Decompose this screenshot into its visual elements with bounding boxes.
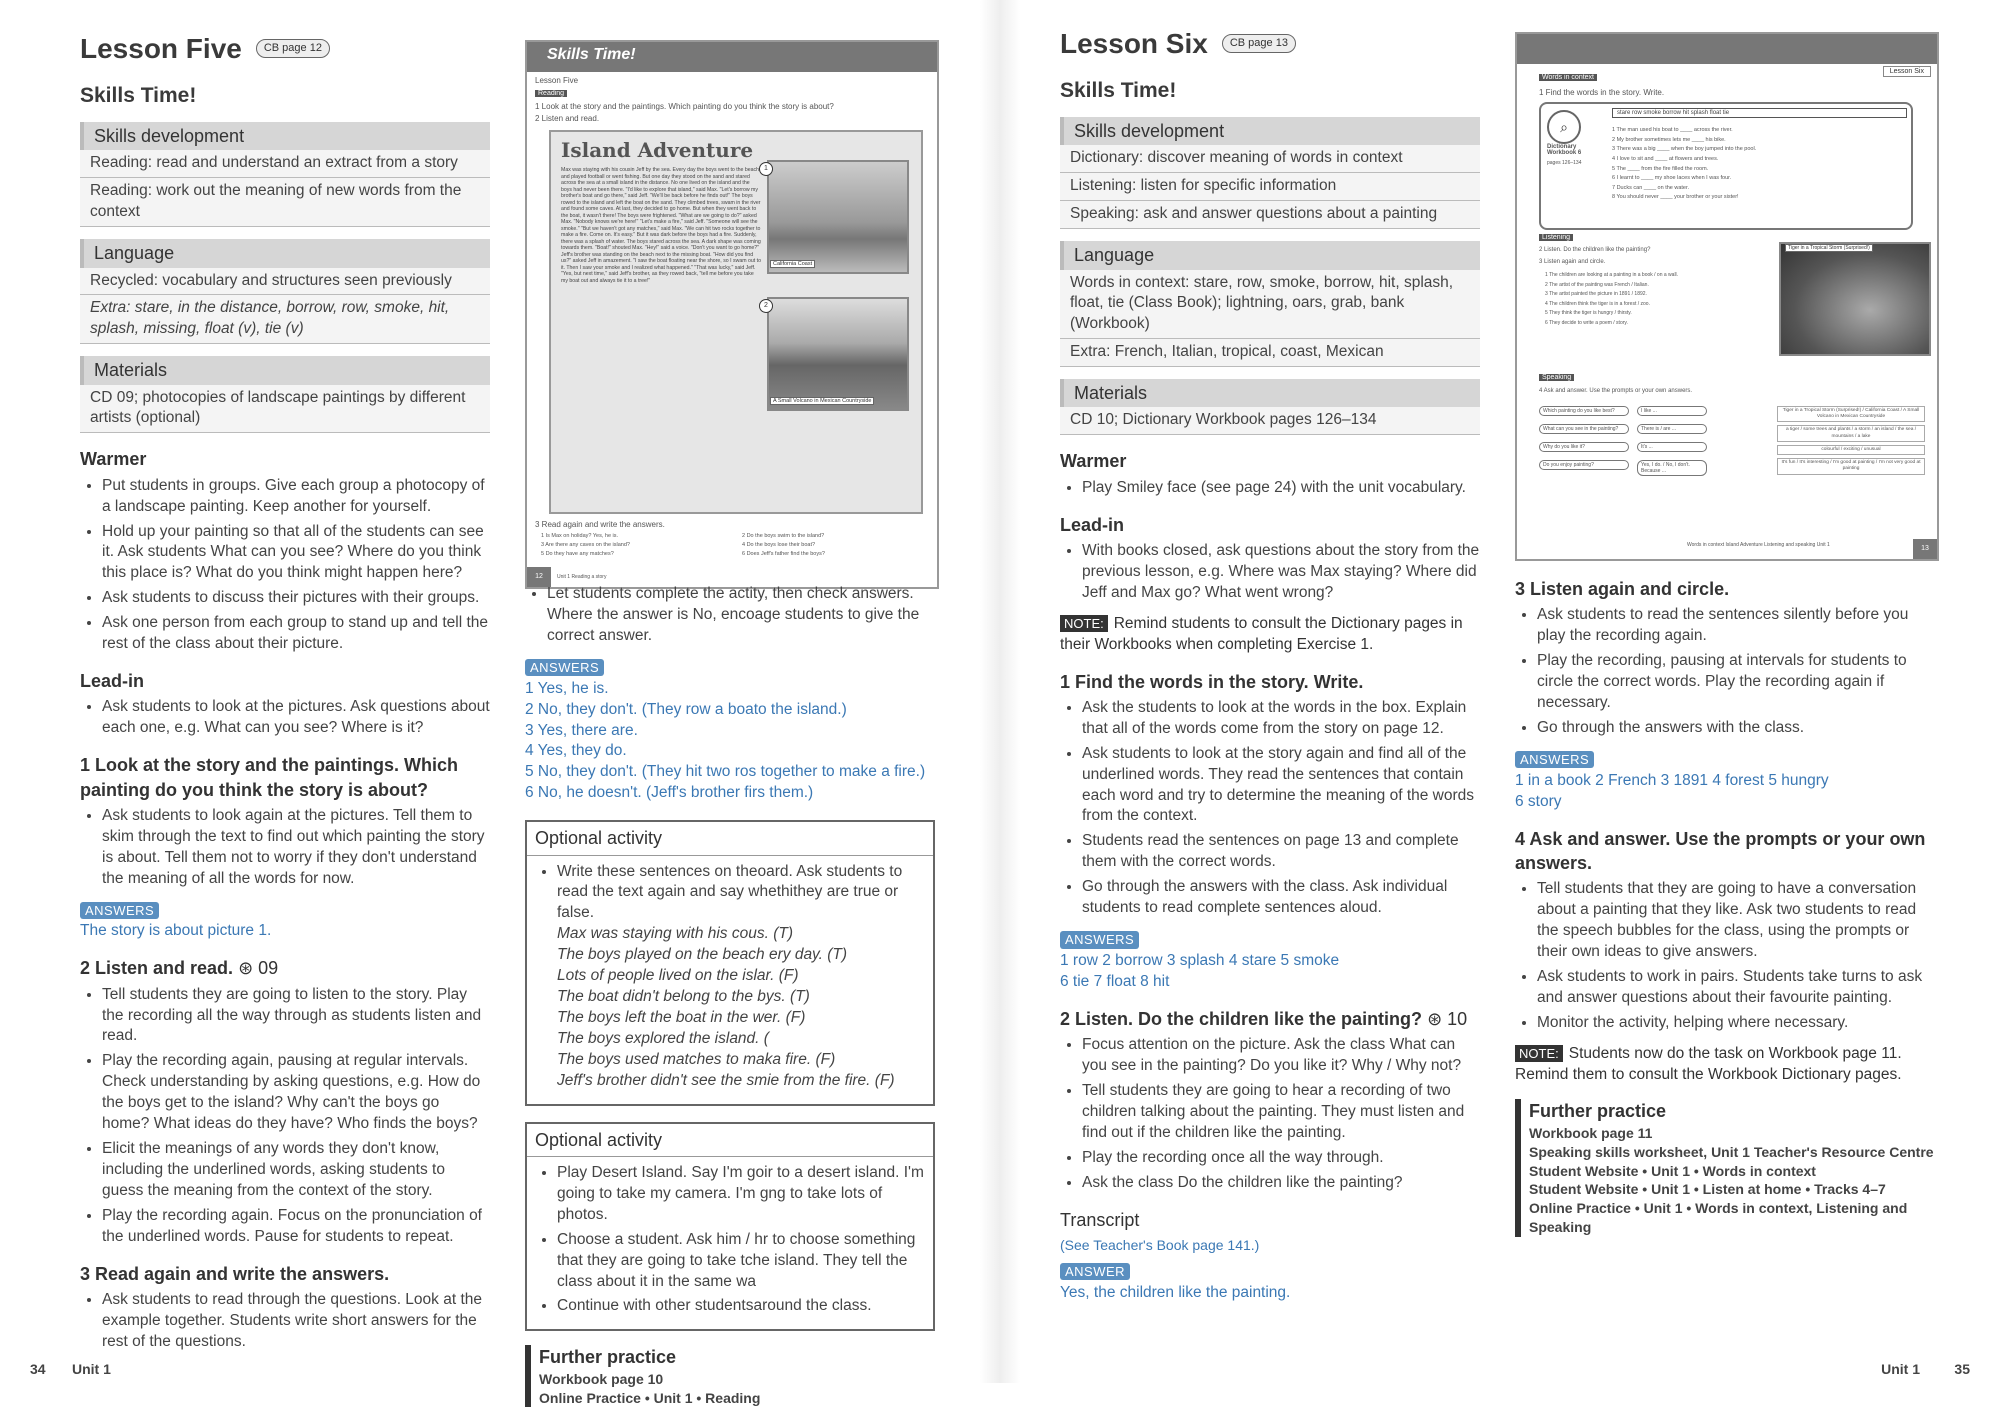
list-item: • Ask students to work in pairs. Students take turns to ask and answer questions about their favourite painting. bbox=[1537, 967, 1935, 1009]
sb-q3-line: 3 Are there any caves on the island? bbox=[541, 541, 630, 548]
student-book-page-13 bbox=[1515, 32, 1939, 561]
note-text: Remind students to consult the Dictionary pages in their Workbooks when completing Exercise 1. bbox=[1060, 614, 1463, 653]
speech-bubbles-questions bbox=[1539, 406, 1629, 478]
optional-activity-box-2 bbox=[525, 1122, 935, 1332]
sb-question-2: 2 Listen. Do the children like the painting? bbox=[1539, 247, 1651, 253]
exercise-3-list bbox=[1515, 605, 1935, 739]
list-item: • Go through the answers with the class. Ask individual students to read complete sentences aloud. bbox=[1082, 877, 1480, 919]
list-item: • Tell students that they are going to have a conversation about a painting that they like. Ask two students to read the speech bubbles for the class, using the prompts or their own ideas to give answers. bbox=[1537, 879, 1935, 963]
student-book-page-12 bbox=[525, 40, 939, 589]
answer-line: 1 Yes, he is. bbox=[525, 679, 609, 697]
list-item: • Focus attention on the picture. Ask the class What can you see in the painting? Do you like it? Why / Why not? bbox=[1082, 1035, 1480, 1077]
tf-sentence: The boys played on the beach ery day. (T) bbox=[557, 946, 848, 964]
list-item: • Play the recording again. Focus on the pronunciation of the underlined words. Pause for students to repeat. bbox=[102, 1206, 490, 1248]
dict-label: Dictionary Workbook 6 bbox=[1547, 144, 1582, 156]
list-item: • Play the recording again, pausing at regular intervals. Check understanding by asking questions, e.g. How do the boys get to the island? Why can't the boys go home? What ideas do they have? Who finds the boys? bbox=[102, 1051, 490, 1135]
warmer-list bbox=[80, 476, 490, 655]
optional-intro: Write these sentences on theoard. Ask students to read the text again and say whethithey are true or false. bbox=[557, 862, 903, 922]
materials-box bbox=[1060, 379, 1480, 435]
sb-sentence: 6 I learnt to ____ my shoe laces when I was four. bbox=[1612, 175, 1732, 182]
language-box bbox=[80, 239, 490, 344]
materials-box bbox=[80, 356, 490, 433]
header-bar bbox=[1517, 34, 1937, 64]
materials-line: CD 10; Dictionary Workbook pages 126–134 bbox=[1060, 407, 1480, 435]
leadin-list bbox=[80, 697, 490, 739]
skills-development-box bbox=[80, 122, 490, 227]
dictionary-icon: ⌕ bbox=[1547, 110, 1581, 144]
prompt-boxes bbox=[1777, 406, 1925, 478]
list-item: • Hold up your painting so that all of the students can see it. Ask students What can you see? Where do you think this place is? What do you think might happen here? bbox=[102, 522, 490, 585]
language-box bbox=[1060, 241, 1480, 367]
right-column-2 bbox=[1515, 577, 1935, 1237]
materials-line: CD 09; photocopies of landscape paintings by different artists (optional) bbox=[80, 385, 490, 434]
sb-page-number: 12 bbox=[527, 567, 551, 587]
painting-caption: Tiger in a Tropical Storm (Surprised!) bbox=[1785, 244, 1873, 252]
page-gutter bbox=[980, 0, 1020, 1383]
language-line: Extra: French, Italian, tropical, coast, Mexican bbox=[1060, 339, 1480, 367]
sb-sentences bbox=[1612, 126, 1897, 203]
lesson-title: Lesson Six bbox=[1060, 28, 1208, 59]
further-practice-line: Student Website • Unit 1 • Listen at home • Tracks 4–7 bbox=[1529, 1181, 1886, 1198]
lesson-header bbox=[1060, 25, 1480, 63]
sb-q3-line: 2 Do the boys swim to the island? bbox=[742, 533, 825, 539]
sb-sentence: 4 I love to sit and ____ at flowers and trees. bbox=[1612, 155, 1719, 162]
sb-q3-line: 2 The artist of the painting was French / Italian. bbox=[1545, 281, 1649, 288]
leadin-heading: Lead-in bbox=[1060, 514, 1125, 535]
sb-q3-line: 4 Do the boys lose their boat? bbox=[742, 541, 816, 548]
sb-q3-line: 1 The children are looking at a painting in a book / on a wall. bbox=[1545, 272, 1679, 278]
speech-bubbles-answers bbox=[1637, 406, 1707, 484]
sb-q3-line: 6 Does Jeff's father find the boys? bbox=[742, 550, 825, 557]
transcript-ref: (See Teacher's Book page 141.) bbox=[1060, 1236, 1260, 1253]
further-practice-line: Student Website • Unit 1 • Words in context bbox=[1529, 1162, 1816, 1179]
exercise-1-heading: 1 Look at the story and the paintings. Which painting do you think the story is about? bbox=[80, 755, 459, 800]
picture-number-2: 2 bbox=[759, 299, 773, 313]
cb-page-badge: CB page 12 bbox=[256, 39, 330, 58]
answers-badge: ANSWERS bbox=[80, 902, 159, 920]
optional-activity-heading: Optional activity bbox=[527, 1124, 933, 1157]
skills-dev-line: Reading: work out the meaning of new words from the context bbox=[80, 178, 490, 227]
sb-q3-line: 4 The children think the tiger is in a forest / zoo. bbox=[1545, 300, 1650, 307]
sb-question-3: 3 Read again and write the answers. bbox=[535, 520, 665, 529]
speech-bubble: Why do you like it? bbox=[1539, 442, 1629, 452]
further-practice-line: Online Practice • Unit 1 • Words in context, Listening and Speaking bbox=[1529, 1200, 1908, 1236]
exercise-2-list bbox=[80, 985, 490, 1248]
track-number: 09 bbox=[258, 958, 279, 979]
answer-line: 6 story bbox=[1515, 792, 1562, 810]
sb-q3-line: 6 They decide to write a poem / story. bbox=[1545, 319, 1628, 326]
exercise-2-list bbox=[1060, 1035, 1480, 1193]
exercise-1-list bbox=[1060, 698, 1480, 919]
left-page bbox=[0, 0, 980, 1406]
list-item: • Play the recording, pausing at intervals for students to circle the correct words. Play the recording again if necessary. bbox=[1537, 651, 1935, 714]
answer-line: 2 No, they don't. (They row a boato the island.) bbox=[525, 700, 847, 718]
speech-bubble: There is / are ... bbox=[1637, 424, 1707, 434]
tf-sentence: Jeff's brother didn't see the smie from the fire. (F) bbox=[557, 1071, 895, 1089]
warmer-heading: Warmer bbox=[1060, 451, 1127, 472]
skills-dev-line: Dictionary: discover meaning of words in context bbox=[1060, 145, 1480, 173]
list-item: • Choose a student. Ask him / hr to choose something that they are going to take tche island. They tell the class about it in the same wa bbox=[557, 1230, 925, 1293]
prompt-box: colourful / exciting / unusual bbox=[1777, 445, 1925, 455]
tf-sentence: Lots of people lived on the islar. (F) bbox=[557, 967, 799, 985]
dict-pages: pages 126–134 bbox=[1547, 160, 1582, 166]
tf-sentence: The boys explored the island. ( bbox=[557, 1029, 769, 1047]
further-practice-line: Workbook page 11 bbox=[1529, 1124, 1653, 1141]
speech-bubble: I like ... bbox=[1637, 406, 1707, 416]
transcript-heading: Transcript bbox=[1060, 1209, 1140, 1230]
answer-badge: ANSWER bbox=[1060, 1263, 1130, 1281]
language-heading: Language bbox=[80, 239, 490, 267]
cd-icon: ⊛ bbox=[238, 958, 259, 979]
answers-badge: ANSWERS bbox=[525, 659, 604, 677]
sb-sentence: 8 You should never ____ your brother or your sister! bbox=[1612, 194, 1739, 201]
skills-dev-line: Reading: read and understand an extract from a story bbox=[80, 150, 490, 178]
sb-q3-lines bbox=[1545, 271, 1765, 328]
answer-line: 1 in a book 2 French 3 1891 4 forest 5 hungry bbox=[1515, 771, 1829, 789]
picture-number-1: 1 bbox=[759, 162, 773, 176]
skills-title: Skills Time! bbox=[1060, 78, 1177, 102]
language-line: Words in context: stare, row, smoke, borrow, hit, splash, float, tie (Class Book); lightning, oars, grab, bank (Workbook) bbox=[1060, 270, 1480, 340]
prompt-box: It's fun / It's interesting / I'm good at painting / I'm not very good at painting bbox=[1777, 458, 1925, 474]
list-item: • Ask one person from each group to stand up and tell the rest of the class about their picture. bbox=[102, 613, 490, 655]
list-item: • With books closed, ask questions about the story from the previous lesson, e.g. Where was Max staying? Where did Jeff and Max go? What went wrong? bbox=[1082, 541, 1480, 604]
list-item: • Ask the students to look at the words in the box. Explain that all of the words come from the story on page 12. bbox=[1082, 698, 1480, 740]
further-practice-heading: Further practice bbox=[1529, 1101, 1667, 1122]
exercise-1-heading: 1 Find the words in the story. Write. bbox=[1060, 671, 1364, 692]
sb-lesson-label: Lesson Five bbox=[535, 76, 579, 85]
further-practice-heading: Further practice bbox=[539, 1347, 677, 1368]
skills-title: Skills Time! bbox=[80, 83, 197, 107]
list-item: • Play the recording once all the way through. bbox=[1082, 1148, 1480, 1169]
sb-question-4: 4 Ask and answer. Use the prompts or your own answers. bbox=[1539, 388, 1693, 394]
answer-line: 4 Yes, they do. bbox=[525, 742, 627, 760]
list-item: • Let students complete the actity, then check answers. Where the answer is No, encoage students to give the correct answer. bbox=[547, 584, 935, 647]
answer-line: 5 No, they don't. (They hit two ros together to make a fire.) bbox=[525, 763, 926, 781]
lesson-title: Lesson Five bbox=[80, 33, 242, 64]
california-coast-painting bbox=[767, 160, 909, 274]
optional-activity-box-1 bbox=[525, 820, 935, 1105]
tf-sentence: Max was staying with his cous. (T) bbox=[557, 925, 794, 943]
exercise-1-list bbox=[80, 806, 490, 890]
list-item: • Put students in groups. Give each group a photocopy of a landscape painting. Keep another for yourself. bbox=[102, 476, 490, 518]
list-item bbox=[557, 862, 925, 1092]
list-item: • Tell students they are going to hear a recording of two children talking about the painting. They must listen and find out if the children like the painting. bbox=[1082, 1081, 1480, 1144]
answers-badge: ANSWERS bbox=[1060, 931, 1139, 949]
list-item: • Ask students to look again at the pictures. Tell them to skim through the text to find out which painting the story is about. Tell them not to worry if they don't understand the meaning of all the words for now. bbox=[102, 806, 490, 890]
unit-label-right: Unit 1 bbox=[1881, 1361, 1920, 1377]
sb-sentence: 1 The man used his boat to ____ across the river. bbox=[1612, 127, 1733, 133]
prompt-box: Tiger in a Tropical Storm (Surprised!) / California Coast / A Small Volcano in Mexican Countryside bbox=[1777, 406, 1925, 422]
exercise-3-list bbox=[80, 1290, 490, 1353]
sb-lesson-label: Lesson Six bbox=[1883, 66, 1931, 77]
further-practice bbox=[525, 1345, 935, 1407]
further-practice bbox=[1515, 1099, 1935, 1237]
list-item: • Monitor the activity, helping where necessary. bbox=[1537, 1013, 1935, 1034]
language-line: Extra: stare, in the distance, borrow, row, smoke, hit, splash, missing, float (v), tie (v) bbox=[80, 295, 490, 344]
sb-q3-lines-left bbox=[541, 532, 721, 558]
list-item: • Continue with other studentsaround the class. bbox=[557, 1296, 925, 1317]
prompt-box: a tiger / some trees and plants / a storm / an island / the sea / mountains / a lake bbox=[1777, 425, 1925, 441]
list-item: • Play Smiley face (see page 24) with the unit vocabulary. bbox=[1082, 478, 1480, 499]
sb-sentence: 2 My brother sometimes lets me ____ his bike. bbox=[1612, 136, 1726, 143]
answer-line: 6 tie 7 float 8 hit bbox=[1060, 972, 1170, 990]
sb-q3-line: 3 The artist painted the picture in 1891 / 1892. bbox=[1545, 291, 1647, 297]
further-practice-line: Speaking skills worksheet, Unit 1 Teacher's Resource Centre bbox=[1529, 1143, 1934, 1160]
sb-q3-lines-right bbox=[742, 532, 922, 558]
tf-sentence: The boat didn't belong to the bys. (T) bbox=[557, 988, 810, 1006]
col2-list bbox=[525, 584, 935, 647]
speech-bubble: Yes, I do. / No, I don't. Because ... bbox=[1637, 460, 1707, 476]
speaking-tag: Speaking bbox=[1539, 374, 1574, 381]
language-heading: Language bbox=[1060, 241, 1480, 269]
track-number: 10 bbox=[1447, 1008, 1468, 1029]
exercise-4-heading: 4 Ask and answer. Use the prompts or your own answers. bbox=[1515, 828, 1926, 873]
lesson-header bbox=[80, 30, 490, 68]
sb-question-3: 3 Listen again and circle. bbox=[1539, 259, 1606, 265]
answer-line: 1 row 2 borrow 3 splash 4 stare 5 smoke bbox=[1060, 951, 1340, 969]
pic1-caption: California Coast bbox=[770, 260, 815, 268]
materials-heading: Materials bbox=[1060, 379, 1480, 407]
optional-activity-heading: Optional activity bbox=[527, 822, 933, 855]
leadin-list bbox=[1060, 541, 1480, 604]
skills-development-box bbox=[1060, 117, 1480, 229]
exercise-2-title: 2 Listen and read. bbox=[80, 958, 234, 979]
list-item: • Ask students to read through the questions. Look at the example together. Students write short answers for the rest of the questions. bbox=[102, 1290, 490, 1353]
reading-tag: Reading bbox=[535, 90, 567, 97]
speech-bubble: What can you see in the painting? bbox=[1539, 424, 1629, 434]
left-column-1 bbox=[80, 30, 490, 1357]
optional-activity-list bbox=[527, 856, 933, 1104]
sb-sentence: 3 There was a big ____ when the boy jumped into the pool. bbox=[1612, 146, 1757, 153]
leadin-heading: Lead-in bbox=[80, 671, 145, 692]
warmer-list bbox=[1060, 478, 1480, 499]
note-1 bbox=[1060, 614, 1480, 656]
note-label: NOTE: bbox=[1515, 1045, 1563, 1063]
exercise-2-heading bbox=[80, 956, 490, 980]
story-title: Island Adventure bbox=[561, 138, 754, 162]
note-text: Students now do the task on Workbook page 11. Remind them to consult the Workbook Dictionary pages. bbox=[1515, 1044, 1902, 1083]
list-item: • Ask students to look at the pictures. Ask questions about each one, e.g. What can you see? Where is it? bbox=[102, 697, 490, 739]
list-item: • Ask students to discuss their pictures with their groups. bbox=[102, 588, 490, 609]
sb-sentence: 7 Ducks can ____ on the water. bbox=[1612, 184, 1690, 191]
language-line: Recycled: vocabulary and structures seen previously bbox=[80, 268, 490, 296]
list-item: • Tell students they are going to listen to the story. Play the recording all the way through as students listen and read. bbox=[102, 985, 490, 1048]
sb-q3-line: 5 Do they have any matches? bbox=[541, 550, 614, 557]
right-page bbox=[1020, 0, 2000, 1383]
list-item: • Students read the sentences on page 13 and complete them with the correct words. bbox=[1082, 831, 1480, 873]
sb-q3-line: 5 They think the tiger is hungry / thirsty. bbox=[1545, 310, 1632, 316]
word-box: stare row smoke borrow hit splash float tie bbox=[1612, 108, 1907, 118]
sb-page-footer: Words in context Island Adventure Listening and speaking Unit 1 bbox=[1687, 542, 1830, 548]
skills-dev-line: Listening: listen for specific information bbox=[1060, 173, 1480, 201]
note-label: NOTE: bbox=[1060, 615, 1108, 633]
page-number-left: 34 bbox=[30, 1361, 46, 1377]
speech-bubble: It's ... bbox=[1637, 442, 1707, 452]
exercise-2-heading bbox=[1060, 1007, 1480, 1031]
sb-page-footer: Unit 1 Reading a story bbox=[557, 574, 607, 580]
unit-label-left: Unit 1 bbox=[72, 1361, 111, 1377]
list-item: • Ask students to look at the story again and find all of the underlined words. They read the sentences that contain each word and try to determine the meaning of the words from the context. bbox=[1082, 744, 1480, 828]
pic2-caption: A Small Volcano in Mexican Countryside bbox=[770, 397, 874, 405]
skills-development-heading: Skills development bbox=[80, 122, 490, 150]
exercise-2-title: 2 Listen. Do the children like the painting? bbox=[1060, 1008, 1423, 1029]
answer-line: 6 No, he doesn't. (Jeff's brother firs them.) bbox=[525, 784, 814, 802]
materials-heading: Materials bbox=[80, 356, 490, 384]
exercise-4-list bbox=[1515, 879, 1935, 1033]
story-text: Max was staying with his cousin Jeff by the sea. Every day the boys went to the beach and played football or went fishing. But one day they stood on the sand and stared across the sea at a small island in the distance. No one lived on the island and the boys had never been there. "I'd like to explore that island," said Max. "Let's borrow my brother's boat and go there," said Jeff. "We'll be back before he finds out!" The boys rowed to the island and left the boat on the sand. They climbed trees, swam in the river and found some caves. At last, they decided to go home. But when they went back to the boat, it wasn't there! The boys were frightened. "What are we going to do?" asked Max. "Nobody knows we're here!" "Let's make a fire," said Jeff. "Someone will see the smoke." "But we haven't got any matches," said Max. "We can hit two rocks together to make a fire. Come on. It's easy." But it was dark before the boys had a fire. Suddenly, there was a splash of water. The boys stared across the sea. A dark shape was coming towards them. "Boat!" shouted Max. "Hey!" said a voice. "Don't you want to go home?" Jeff's brother was standing on the beach next to the missing boat. "How did you find us?" asked Jeff in amazement. "I saw the boat floating near the shore, so I swam out to it. Then I saw your smoke and I realized what happened." "That was lucky," said Jeff. "Yes, but next time," said Jeff's brother, as they rowed back, "tell me before you take my boat out and always tie it to a tree!" bbox=[561, 167, 761, 284]
further-practice-line: Workbook page 10 bbox=[539, 1370, 664, 1387]
list-item: • Ask the class Do the children like the painting? bbox=[1082, 1173, 1480, 1194]
tf-sentence: The boys used matches to maka fire. (F) bbox=[557, 1050, 836, 1068]
answer-text: Yes, the children like the painting. bbox=[1060, 1283, 1291, 1301]
sb-sentence: 5 The ____ from the fire filled the room. bbox=[1612, 165, 1709, 172]
left-column-2 bbox=[525, 582, 935, 1407]
list-item: • Play Desert Island. Say I'm goir to a desert island. I'm going to take my camera. I'm gng to take lots of photos. bbox=[557, 1163, 925, 1226]
skills-dev-line: Speaking: ask and answer questions about a painting bbox=[1060, 201, 1480, 229]
answer-text: The story is about picture 1. bbox=[80, 922, 272, 940]
volcano-painting bbox=[767, 297, 909, 411]
sb-question-1: 1 Look at the story and the paintings. Which painting do you think the story is about? bbox=[535, 102, 834, 111]
optional-activity-list bbox=[527, 1157, 933, 1329]
cb-page-badge: CB page 13 bbox=[1222, 34, 1296, 53]
exercise-3-heading: 3 Listen again and circle. bbox=[1515, 579, 1730, 599]
skills-development-heading: Skills development bbox=[1060, 117, 1480, 145]
speech-bubble: Which painting do you like best? bbox=[1539, 406, 1629, 416]
listening-tag: Listening bbox=[1539, 234, 1573, 241]
sb-question-2: 2 Listen and read. bbox=[535, 114, 600, 123]
right-column-1 bbox=[1060, 25, 1480, 1304]
list-item: • Ask students to read the sentences silently before you play the recording again. bbox=[1537, 605, 1935, 647]
banner-title: Skills Time! bbox=[547, 46, 636, 63]
cd-icon: ⊛ bbox=[1427, 1008, 1448, 1029]
list-item: • Go through the answers with the class. bbox=[1537, 718, 1935, 739]
note-2 bbox=[1515, 1044, 1935, 1086]
answers-badge: ANSWERS bbox=[1515, 751, 1594, 769]
sb-question-1: 1 Find the words in the story. Write. bbox=[1539, 88, 1665, 97]
answer-line: 3 Yes, there are. bbox=[525, 721, 638, 739]
list-item: • Elicit the meanings of any words they don't know, including the underlined words, asking students to guess the meaning from the context of the story. bbox=[102, 1139, 490, 1202]
further-practice-line: Online Practice • Unit 1 • Reading bbox=[539, 1389, 761, 1406]
words-tag: Words in context bbox=[1539, 74, 1597, 81]
warmer-heading: Warmer bbox=[80, 449, 147, 470]
speech-bubble: Do you enjoy painting? bbox=[1539, 460, 1629, 470]
tiger-painting bbox=[1779, 242, 1931, 356]
exercise-3-heading: 3 Read again and write the answers. bbox=[80, 1263, 390, 1284]
sb-q3-line: 1 Is Max on holiday? Yes, he is. bbox=[541, 533, 619, 539]
sb-page-number: 13 bbox=[1913, 539, 1937, 559]
tf-sentence: The boys left the boat in the wer. (F) bbox=[557, 1008, 806, 1026]
page-number-right: 35 bbox=[1954, 1361, 1970, 1377]
